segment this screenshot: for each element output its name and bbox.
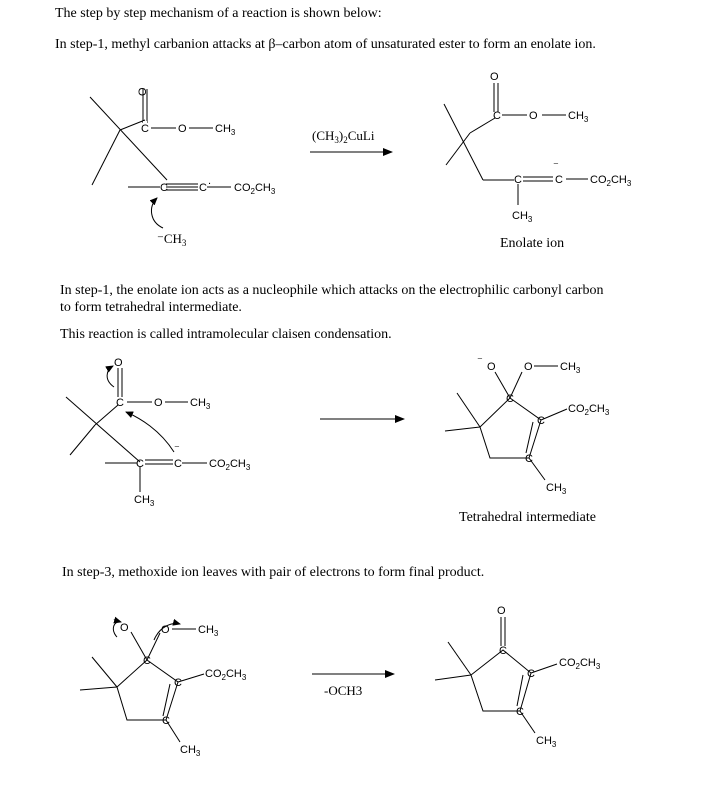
atom-co2ch3: $CO_2CH_3$ <box>205 668 247 682</box>
atom-o: O <box>529 110 538 122</box>
double-bond <box>517 675 523 706</box>
atom-co2ch3: $CO_2CH_3$ <box>568 403 610 417</box>
atom-c: C <box>174 677 182 689</box>
dot: . <box>208 175 212 187</box>
atom-c: C <box>174 458 182 470</box>
atom-c: C <box>143 655 151 667</box>
step1-text: In step-1, methyl carbanion attacks at β–carbon atom of unsaturated ester to form an enolate ion. <box>55 37 596 52</box>
lone-pair: ⁻ <box>553 160 559 172</box>
atom-ch3: $CH_3$ <box>190 397 211 411</box>
atom-c: C <box>506 393 514 405</box>
atom-o: O <box>524 361 533 373</box>
atom-c: C <box>499 645 507 657</box>
atom-o: O <box>497 605 506 617</box>
bond <box>446 133 470 165</box>
step3-text: In step-3, methoxide ion leaves with pair of electrons to form final product. <box>62 565 485 580</box>
bond <box>470 118 495 133</box>
atom-ch3: $CH_3$ <box>180 744 201 758</box>
atom-o: O <box>137 87 149 96</box>
atom-c: C <box>199 182 207 194</box>
atom-ch3: $CH_3$ <box>536 735 557 749</box>
atom-co2ch3: $CO_2CH_3$ <box>234 182 276 196</box>
enolate-caption: Enolate ion <box>500 236 565 251</box>
atom-c: C <box>136 458 144 470</box>
atom-c: C <box>516 706 524 718</box>
atom-o: O <box>161 624 170 636</box>
atom-c: C <box>160 182 168 194</box>
atom-ch3: $CH_3$ <box>512 210 533 224</box>
atom-ch3: $CH_3$ <box>198 624 219 638</box>
negative-charge: ⁻ <box>113 616 119 628</box>
bond <box>448 642 471 675</box>
step2-reactant-structure <box>66 357 251 508</box>
electron-push-arrow <box>126 412 174 452</box>
atom-c: C <box>525 453 533 465</box>
bond <box>92 657 117 687</box>
atom-ch3: $CH_3$ <box>560 361 581 375</box>
atom-c: C <box>514 174 522 186</box>
atom-o: O <box>120 622 129 634</box>
bond <box>435 675 471 680</box>
bond <box>92 130 120 185</box>
bond <box>80 687 117 690</box>
atom-ch3: $CH_3$ <box>215 123 236 137</box>
bond <box>66 397 140 462</box>
negative-charge: ⁻ <box>477 355 483 367</box>
atom-c: C <box>162 715 170 727</box>
atom-c: C <box>141 123 149 135</box>
atom-c: C <box>555 174 563 186</box>
atom-co2ch3: $CO_2CH_3$ <box>559 657 601 671</box>
atom-c: C <box>116 397 124 409</box>
tetrahedral-structure <box>445 355 610 496</box>
reagent-cuprate: $(CH_3)_2CuLi$ <box>312 128 375 145</box>
atom-o: O <box>487 361 496 373</box>
atom-c: C <box>527 668 535 680</box>
atom-co2ch3: $CO_2CH_3$ <box>209 458 251 472</box>
intro-text: The step by step mechanism of a reaction is shown below: <box>55 6 382 21</box>
bond <box>445 427 480 431</box>
methyl-carbanion-label: $^-CH_3$ <box>157 231 187 248</box>
step2-text-line2: to form tetrahedral intermediate. <box>60 300 242 315</box>
step1-reactant-structure <box>90 87 276 248</box>
bond <box>95 405 118 425</box>
bond <box>457 393 480 427</box>
atom-c: C <box>493 110 501 122</box>
tetrahedral-caption: Tetrahedral intermediate <box>459 510 596 525</box>
step3-reactant-structure <box>80 616 247 758</box>
atom-ch3: $CH_3$ <box>134 494 155 508</box>
atom-co2ch3: $CO_2CH_3$ <box>590 174 632 188</box>
final-product-structure <box>435 605 601 749</box>
bond <box>70 425 95 455</box>
atom-o: O <box>154 397 163 409</box>
step2-text-line1: In step-1, the enolate ion acts as a nucleophile which attacks on the electrophilic carbonyl carbon <box>60 283 604 298</box>
electron-push-arrow <box>107 366 114 387</box>
atom-ch3: $CH_3$ <box>546 482 567 496</box>
bond <box>90 97 167 180</box>
atom-o: O <box>490 71 499 83</box>
atom-o: O <box>114 357 123 369</box>
atom-o: O <box>178 123 187 135</box>
reagent-methoxide: -OCH3 <box>324 683 363 698</box>
lone-pair: ⁻ <box>174 443 180 455</box>
claisen-text: This reaction is called intramolecular claisen condensation. <box>60 327 392 342</box>
atom-c: C <box>537 415 545 427</box>
enolate-structure <box>444 71 632 224</box>
atom-ch3: $CH_3$ <box>568 110 589 124</box>
electron-push-arrow <box>151 198 163 228</box>
